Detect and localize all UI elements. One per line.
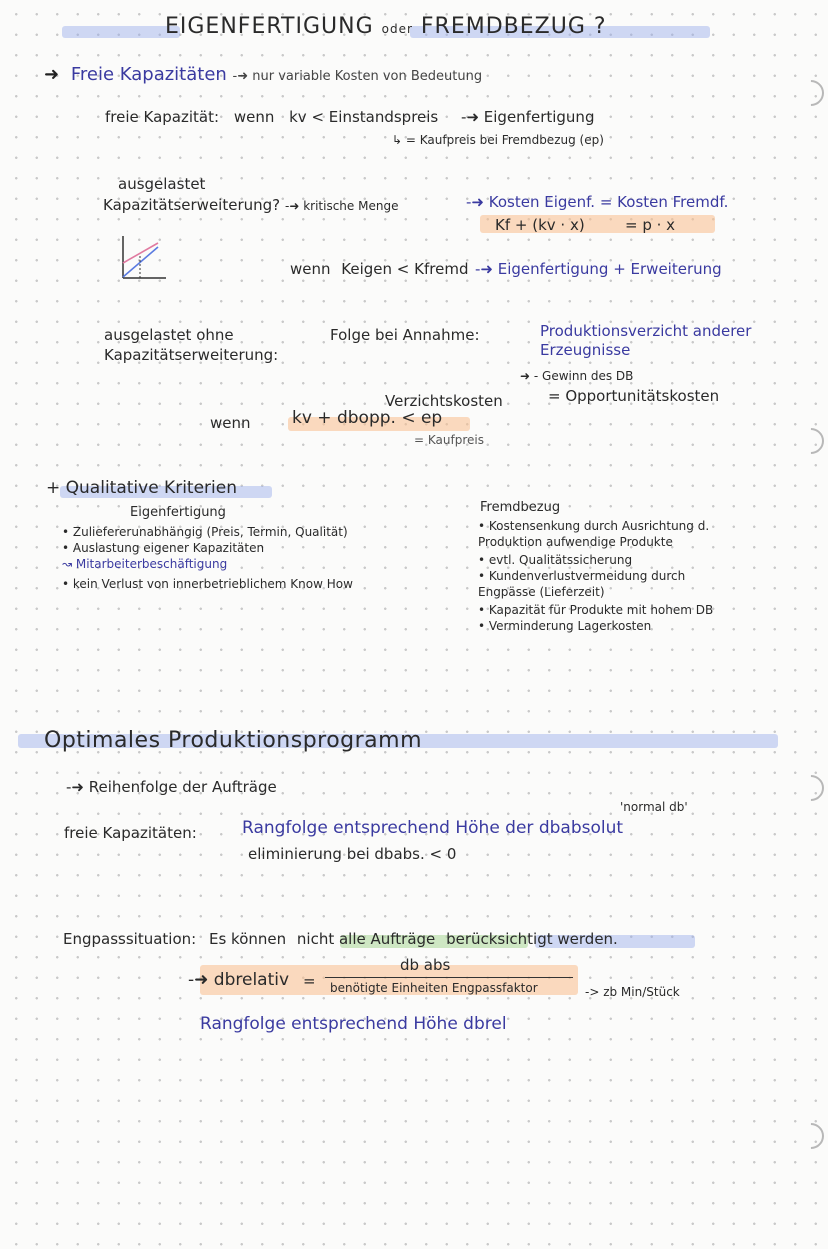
fremd-list	[478, 518, 713, 634]
punch-hole-mark	[793, 423, 828, 460]
list-item: • Zuliefererunabhängig (Preis, Termin, Qualität)	[62, 525, 348, 539]
list-item: • Kundenverlustvermeidung durch	[478, 569, 686, 583]
gewinn-db: ➜ - Gewinn des DB	[520, 369, 634, 383]
cost-graph-icon	[118, 233, 168, 283]
reihenfolge: -➜ Reihenfolge der Aufträge	[66, 778, 277, 796]
eliminierung: eliminierung bei dbabs. < 0	[248, 845, 457, 863]
list-item: • Kapazität für Produkte mit hohem DB	[478, 603, 714, 617]
list-item: • kein Verlust von innerbetrieblichem Know How	[62, 577, 353, 591]
zb-min-stueck: -> zb Min/Stück	[585, 985, 680, 999]
list-item: Produktion aufwendige Produkte	[478, 535, 673, 549]
list-item: ↝ Mitarbeiterbeschäftigung	[62, 557, 228, 571]
formula-left: Kf + (kv · x)	[495, 216, 585, 234]
qualitative-heading: + Qualitative Kriterien	[46, 478, 237, 498]
list-item: • Auslastung eigener Kapazitäten	[62, 541, 265, 555]
engpass-line: Engpasssituation: Es können nicht alle Aufträge berücksichtigt werden.	[63, 930, 618, 948]
freie-kapazitaeten-label: freie Kapazitäten:	[64, 824, 197, 842]
kaufpreis-note: ↳ = Kaufpreis bei Fremdbezug (ep)	[392, 133, 604, 147]
kosten-gleich: -➜ Kosten Eigenf. = Kosten Fremdf.	[466, 193, 729, 211]
list-item: • Kostensenkung durch Ausrichtung d.	[478, 519, 710, 533]
kritische-menge: -➜ kritische Menge	[285, 199, 399, 213]
eigen-head: Eigenfertigung	[130, 505, 226, 520]
page-title	[165, 14, 607, 39]
produktionsverzicht: Produktionsverzicht anderer	[540, 322, 752, 340]
freie-kapazitaeten-heading: ➜ Freie Kapazitäten -➜ nur variable Kosten von Bedeutung	[44, 64, 483, 85]
title-right: FREMDBEZUG ?	[420, 14, 607, 39]
fremd-head: Fremdbezug	[480, 500, 561, 515]
formula-right: = p · x	[625, 216, 676, 234]
folge-annahme: Folge bei Annahme:	[330, 326, 480, 344]
punch-hole-mark	[793, 75, 828, 112]
title-left: EIGENFERTIGUNG	[165, 14, 374, 39]
equals-sign: =	[303, 972, 316, 990]
eigenfertigung-erweiterung: -➜ Eigenfertigung + Erweiterung	[475, 260, 722, 278]
rangfolge-rel: Rangfolge entsprechend Höhe dbrel	[200, 1014, 507, 1034]
kapazitaetserweiterung-label: Kapazitätserweiterung?	[103, 196, 281, 214]
db-relativ: -➜ dbrelativ	[188, 970, 290, 990]
freie-kapazitaet-line: freie Kapazität: wenn kv < Einstandspreis -➜ Eigenfertigung	[105, 108, 595, 126]
wenn-label: wenn	[210, 414, 251, 432]
fraction-bar	[325, 977, 573, 978]
ausgelastet-ohne: ausgelastet ohne	[104, 326, 234, 344]
normal-db: 'normal db'	[620, 800, 688, 814]
arrow-icon: ➜	[44, 64, 60, 85]
list-item: Engpässe (Lieferzeit)	[478, 585, 605, 599]
kv-db-formula: kv + dbopp. < ep	[292, 408, 443, 428]
punch-hole-mark	[793, 770, 828, 807]
punch-hole-mark	[793, 1118, 828, 1155]
fraction-numerator: db abs	[400, 956, 451, 974]
fraction-denominator: benötigte Einheiten Engpassfaktor	[330, 981, 538, 995]
kapazitaetserweiterung-ohne: Kapazitätserweiterung:	[104, 346, 279, 364]
opt-heading: Optimales Produktionsprogramm	[44, 728, 423, 753]
ausgelastet-label: ausgelastet	[118, 175, 206, 193]
list-item: • Verminderung Lagerkosten	[478, 619, 652, 633]
opportunitaetskosten: = Opportunitätskosten	[548, 387, 720, 405]
verzichtskosten: Verzichtskosten	[385, 392, 503, 410]
kaufpreis: = Kaufpreis	[414, 433, 484, 447]
eigen-list	[62, 524, 353, 592]
rangfolge-absolut: Rangfolge entsprechend Höhe der dbabsolut	[242, 818, 624, 838]
list-item: • evtl. Qualitätssicherung	[478, 553, 633, 567]
title-mid: oder	[381, 22, 413, 36]
erzeugnisse: Erzeugnisse	[540, 341, 631, 359]
title-highlight	[62, 26, 180, 38]
wenn-keigen: wenn Keigen < Kfremd	[290, 260, 469, 278]
